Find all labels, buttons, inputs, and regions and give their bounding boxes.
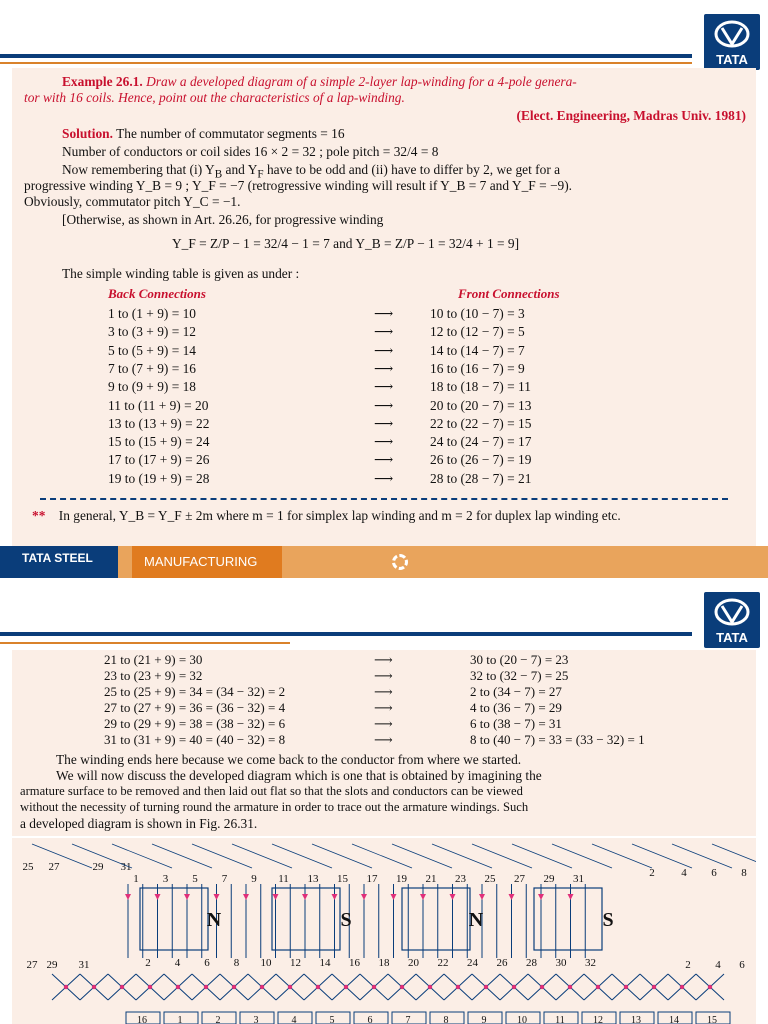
- header-rule: [0, 54, 692, 58]
- conductor-label-mid-right: 2: [685, 959, 691, 971]
- para-developed-2: armature surface to be removed and then laid out flat so that the slots and conductors can be viewed: [20, 784, 523, 798]
- footer-section-label: MANUFACTURING: [144, 554, 258, 569]
- junction-dot: [176, 985, 180, 989]
- current-arrow-icon: [509, 894, 515, 900]
- front-connection: 10 to (10 − 7) = 3: [430, 306, 525, 321]
- example-source: (Elect. Engineering, Madras Univ. 1981): [516, 108, 746, 123]
- back-connection-line: [352, 844, 412, 868]
- back-connection: 15 to (15 + 9) = 24: [108, 434, 210, 450]
- current-arrow-icon: [332, 894, 338, 900]
- junction-dot: [64, 985, 68, 989]
- back-connection: 17 to (17 + 9) = 26: [108, 452, 210, 468]
- back-connection: 1 to (1 + 9) = 10: [108, 306, 197, 321]
- table-row: [12, 416, 756, 434]
- rem-part-2: and Y: [222, 162, 258, 177]
- front-connection: 2 to (34 − 7) = 27: [470, 684, 562, 699]
- pitch-formula: Y_F = Z/P − 1 = 32/4 − 1 = 7 and Y_B = Z/P − 1 = 32/4 + 1 = 9]: [172, 236, 520, 251]
- junction-dot: [624, 985, 628, 989]
- conductor-label-top-right: 4: [681, 867, 687, 879]
- back-connection: 7 to (7 + 9) = 16: [108, 360, 197, 376]
- back-connection: 25 to (25 + 9) = 34 = (34 − 32) = 2: [104, 684, 286, 699]
- pole-label: S: [602, 909, 614, 931]
- arrow-icon: ⟶: [374, 716, 393, 731]
- arrow-icon: ⟶: [374, 342, 394, 358]
- commutator-label: 1: [177, 1015, 183, 1024]
- junction-dot: [456, 985, 460, 989]
- conductor-label-mid: 6: [204, 957, 210, 969]
- front-connection: 6 to (38 − 7) = 31: [470, 716, 562, 731]
- conductor-label-mid: 2: [145, 957, 151, 969]
- commutator-label: 15: [707, 1015, 717, 1024]
- table-row: [12, 343, 756, 361]
- conductor-label-top: 7: [221, 873, 228, 885]
- table-row: [12, 324, 756, 342]
- arrow-icon: ⟶: [374, 700, 393, 715]
- current-arrow-icon: [184, 894, 190, 900]
- table-row: [12, 434, 756, 452]
- front-connection: 4 to (36 − 7) = 29: [470, 700, 562, 715]
- commutator-label: 10: [517, 1015, 527, 1024]
- conductor-label-top: 15: [337, 873, 348, 885]
- arrow-icon: ⟶: [374, 324, 394, 340]
- table-row: [12, 700, 756, 716]
- conductor-label-mid: 30: [555, 957, 567, 969]
- current-arrow-icon: [361, 894, 367, 900]
- arrow-icon: ⟶: [374, 652, 393, 667]
- conductor-label-mid-left: 27: [26, 959, 38, 971]
- back-connection: 31 to (31 + 9) = 40 = (40 − 32) = 8: [104, 732, 286, 747]
- commutator-label: 6: [367, 1015, 373, 1024]
- conductor-label-top: 9: [251, 873, 257, 885]
- pole-box: [402, 888, 470, 950]
- conductor-label-mid-left: 29: [46, 959, 58, 971]
- back-connection-line: [192, 844, 252, 868]
- back-connection-line: [392, 844, 452, 868]
- conductor-label-top-left: 25: [22, 861, 34, 873]
- example-text-2: tor with 16 coils. Hence, point out the characteristics of a lap-winding.: [24, 90, 405, 105]
- conductor-label-mid: 8: [233, 957, 240, 969]
- front-connection: 8 to (40 − 7) = 33 = (33 − 32) = 1: [470, 732, 645, 747]
- back-connection: 27 to (27 + 9) = 36 = (36 − 32) = 4: [104, 700, 286, 715]
- junction-dot: [484, 985, 488, 989]
- table-row: [12, 379, 756, 397]
- tata-logo-2: [704, 592, 760, 648]
- lap-winding-diagram: [12, 838, 756, 1024]
- arrow-icon: ⟶: [374, 397, 394, 413]
- back-connection: 9 to (9 + 9) = 18: [108, 379, 197, 395]
- solution-text: The number of commutator segments = 16: [116, 126, 345, 141]
- current-arrow-icon: [420, 894, 426, 900]
- tata-emblem-icon: [704, 592, 760, 648]
- front-connection: 16 to (16 − 7) = 9: [430, 360, 525, 376]
- arrow-icon: ⟶: [374, 470, 394, 486]
- commutator-label: 7: [405, 1015, 411, 1024]
- junction-dot: [92, 985, 96, 989]
- current-arrow-icon: [125, 894, 131, 900]
- junction-dot: [568, 985, 572, 989]
- commutator-label: 5: [329, 1015, 335, 1024]
- tata-logo: [704, 14, 760, 70]
- back-connection-line: [712, 844, 756, 868]
- commutator-label: 11: [555, 1015, 565, 1024]
- front-connection: 26 to (26 − 7) = 19: [430, 452, 532, 468]
- dashed-separator: [40, 498, 728, 500]
- junction-dot: [372, 985, 376, 989]
- back-connections-heading: Back Connections: [108, 286, 206, 301]
- conductor-label-mid-right: 6: [739, 959, 745, 971]
- rem-part-1: Now remembering that (i) Y: [62, 162, 215, 177]
- otherwise-line: [Otherwise, as shown in Art. 26.26, for progressive winding: [62, 212, 384, 227]
- example-line-1: [62, 74, 577, 89]
- back-connection-line: [552, 844, 612, 868]
- pole-box: [140, 888, 208, 950]
- footnote-line: [32, 508, 621, 523]
- back-connection-line: [32, 844, 92, 868]
- front-connection: 28 to (28 − 7) = 21: [430, 470, 532, 486]
- footnote-text: In general, Y_B = Y_F ± 2m where m = 1 for simplex lap winding and m = 2 for duplex lap winding etc.: [58, 508, 621, 523]
- table-row: [12, 732, 756, 748]
- table-row: [12, 306, 756, 324]
- arrow-icon: ⟶: [374, 668, 393, 683]
- front-connection: 18 to (18 − 7) = 11: [430, 379, 531, 395]
- conductors-line: Number of conductors or coil sides 16 × 2 = 32 ; pole pitch = 32/4 = 8: [62, 144, 439, 159]
- arrow-icon: ⟶: [374, 379, 394, 395]
- front-connection: 22 to (22 − 7) = 15: [430, 415, 532, 431]
- commutator-label: 14: [669, 1015, 679, 1024]
- back-connection-line: [512, 844, 572, 868]
- conductor-label-top: 31: [573, 873, 584, 885]
- conductor-label-top-right: 2: [649, 867, 655, 879]
- example-heading: Example 26.1.: [62, 74, 143, 89]
- remembering-line-3: Obviously, commutator pitch Y_C = −1.: [24, 194, 241, 209]
- footnote-mark: **: [32, 508, 46, 523]
- front-connections-heading: Front Connections: [458, 286, 560, 301]
- junction-dot: [652, 985, 656, 989]
- conductor-label-top-right: 6: [711, 867, 717, 879]
- current-arrow-icon: [538, 894, 544, 900]
- table-intro: The simple winding table is given as under :: [62, 266, 300, 281]
- table-row: [12, 452, 756, 470]
- junction-dot: [204, 985, 208, 989]
- arrow-icon: ⟶: [374, 306, 394, 321]
- back-connection-line: [672, 844, 732, 868]
- current-arrow-icon: [302, 894, 308, 900]
- conductor-label-top: 5: [192, 873, 198, 885]
- back-connection-line: [272, 844, 332, 868]
- conductor-label-top-right: 8: [741, 867, 747, 879]
- conductor-label-top: 21: [425, 873, 437, 885]
- back-connection: 11 to (11 + 9) = 20: [108, 397, 209, 413]
- current-arrow-icon: [155, 894, 161, 900]
- conductor-label-top: 25: [484, 873, 496, 885]
- conductor-label-mid: 20: [408, 957, 419, 969]
- table-row: [12, 471, 756, 489]
- back-connection-line: [472, 844, 532, 868]
- pole-box: [534, 888, 602, 950]
- conductor-label-mid: 24: [467, 957, 478, 969]
- example-text-1: Draw a developed diagram of a simple 2-layer lap-winding for a 4-pole genera-: [146, 74, 577, 89]
- arrow-icon: ⟶: [374, 684, 393, 699]
- arrow-icon: ⟶: [374, 360, 394, 376]
- conductor-label-mid: 4: [174, 957, 181, 969]
- solution-line: [62, 126, 345, 141]
- conductor-label-mid: 32: [585, 957, 596, 969]
- current-arrow-icon: [391, 894, 397, 900]
- junction-dot: [260, 985, 264, 989]
- junction-dot: [428, 985, 432, 989]
- conductor-label-mid: 18: [378, 957, 390, 969]
- commutator-label: 13: [631, 1015, 641, 1024]
- commutator-label: 2: [215, 1015, 221, 1024]
- current-arrow-icon: [214, 894, 220, 900]
- conductor-label-mid: 14: [319, 957, 331, 969]
- conductor-label-mid: 10: [260, 957, 272, 969]
- pole-label: N: [206, 909, 222, 931]
- back-connection-line: [632, 844, 692, 868]
- current-arrow-icon: [450, 894, 456, 900]
- back-connection: 3 to (3 + 9) = 12: [108, 324, 197, 340]
- conductor-label-top: 3: [162, 873, 169, 885]
- conductor-label-top-left: 27: [48, 861, 60, 873]
- conductor-label-top: 13: [307, 873, 319, 885]
- commutator-label: 16: [137, 1015, 147, 1024]
- para-developed-4: a developed diagram is shown in Fig. 26.31.: [20, 816, 258, 831]
- conductor-label-mid: 22: [437, 957, 449, 969]
- back-connection: 19 to (19 + 9) = 28: [108, 470, 210, 486]
- back-connection-line: [152, 844, 212, 868]
- conductor-label-top: 1: [133, 873, 139, 885]
- footer-bar: [0, 546, 768, 578]
- junction-dot: [708, 985, 712, 989]
- back-connection: 13 to (13 + 9) = 22: [108, 415, 210, 431]
- solution-label: Solution.: [62, 126, 113, 141]
- conductor-label-top-left: 31: [120, 861, 132, 873]
- junction-dot: [232, 985, 236, 989]
- commutator-label: 8: [443, 1015, 449, 1024]
- front-connection: 32 to (32 − 7) = 25: [470, 668, 569, 683]
- rem-sub-f: F: [257, 168, 264, 181]
- junction-dot: [316, 985, 320, 989]
- arrow-icon: ⟶: [374, 434, 394, 450]
- conductor-label-top-left: 29: [92, 861, 104, 873]
- table-row: [12, 398, 756, 416]
- back-connection: 23 to (23 + 9) = 32: [104, 668, 203, 683]
- arrow-icon: ⟶: [374, 452, 394, 468]
- junction-dot: [120, 985, 124, 989]
- remembering-line-2: progressive winding Y_B = 9 ; Y_F = −7 (retrogressive winding will result if Y_B = 7 and Y_F = −9).: [24, 178, 573, 193]
- conductor-label-mid-right: 4: [715, 959, 721, 971]
- header-accent-line-2: [0, 642, 290, 644]
- back-connection-line: [232, 844, 292, 868]
- junction-dot: [596, 985, 600, 989]
- arrow-icon: ⟶: [374, 415, 394, 431]
- table-row: [12, 361, 756, 379]
- commutator-label: 4: [291, 1015, 297, 1024]
- junction-dot: [400, 985, 404, 989]
- front-connection: 30 to (20 − 7) = 23: [470, 652, 569, 667]
- junction-dot: [680, 985, 684, 989]
- para-ends: The winding ends here because we come back to the conductor from where we started.: [56, 752, 522, 767]
- rem-part-3: have to be odd and (ii) have to differ by 2, we get for a: [263, 162, 561, 177]
- tata-emblem-icon: [704, 14, 760, 70]
- para-developed-3: without the necessity of turning round the armature in order to trace out the armature windings. Such: [20, 800, 529, 814]
- current-arrow-icon: [273, 894, 279, 900]
- conductor-label-mid: 12: [290, 957, 301, 969]
- pole-label: S: [340, 909, 352, 931]
- table-row: [12, 716, 756, 732]
- pole-label: N: [468, 909, 484, 931]
- conductor-label-top: 19: [396, 873, 407, 885]
- gear-icon: [392, 554, 408, 570]
- junction-dot: [540, 985, 544, 989]
- back-connection-line: [592, 844, 652, 868]
- conductor-label-top: 29: [543, 873, 555, 885]
- back-connection-line: [312, 844, 372, 868]
- conductor-label-top: 27: [514, 873, 525, 885]
- winding-table: [12, 306, 756, 496]
- footer-brand: TATA STEEL: [22, 551, 93, 565]
- commutator-label: 3: [253, 1015, 259, 1024]
- front-connection: 24 to (24 − 7) = 17: [430, 434, 532, 450]
- front-connection: 12 to (12 − 7) = 5: [430, 324, 525, 340]
- commutator-label: 9: [481, 1015, 487, 1024]
- commutator-label: 12: [593, 1015, 603, 1024]
- winding-svg: [12, 838, 756, 1024]
- back-connection-line: [432, 844, 492, 868]
- conductor-label-mid-left: 31: [78, 959, 90, 971]
- back-connection: 21 to (21 + 9) = 30: [104, 652, 203, 667]
- logo-text-2: TATA: [716, 630, 748, 645]
- table-row: [12, 684, 756, 700]
- conductor-label-top: 11: [278, 873, 289, 885]
- table-row: [12, 668, 756, 684]
- para-developed-1: We will now discuss the developed diagram which is one that is obtained by imagining the: [56, 768, 542, 783]
- header-accent-line: [0, 62, 692, 64]
- example-line-2: [24, 90, 405, 105]
- conductor-label-top: 17: [366, 873, 378, 885]
- logo-text: TATA: [716, 52, 748, 67]
- back-connection: 5 to (5 + 9) = 14: [108, 342, 197, 358]
- current-arrow-icon: [243, 894, 249, 900]
- arrow-icon: ⟶: [374, 732, 393, 747]
- rem-sub-b: B: [214, 168, 223, 181]
- example-panel: [12, 68, 756, 546]
- footer-section-block: [132, 546, 282, 578]
- junction-dot: [288, 985, 292, 989]
- current-arrow-icon: [568, 894, 574, 900]
- conductor-label-mid: 26: [496, 957, 508, 969]
- conductor-label-mid: 28: [526, 957, 537, 969]
- back-connection: 29 to (29 + 9) = 38 = (38 − 32) = 6: [104, 716, 286, 731]
- footer-brand-block: [0, 546, 118, 578]
- front-connection: 20 to (20 − 7) = 13: [430, 397, 532, 413]
- junction-dot: [512, 985, 516, 989]
- header-rule-2: [0, 632, 692, 636]
- conductor-label-mid: 16: [349, 957, 360, 969]
- front-connection: 14 to (14 − 7) = 7: [430, 342, 525, 358]
- junction-dot: [344, 985, 348, 989]
- winding-table-continued: [12, 652, 756, 752]
- junction-dot: [148, 985, 152, 989]
- current-arrow-icon: [479, 894, 485, 900]
- conductor-label-top: 23: [455, 873, 466, 885]
- continuation-panel: [12, 650, 756, 836]
- table-row: [12, 652, 756, 668]
